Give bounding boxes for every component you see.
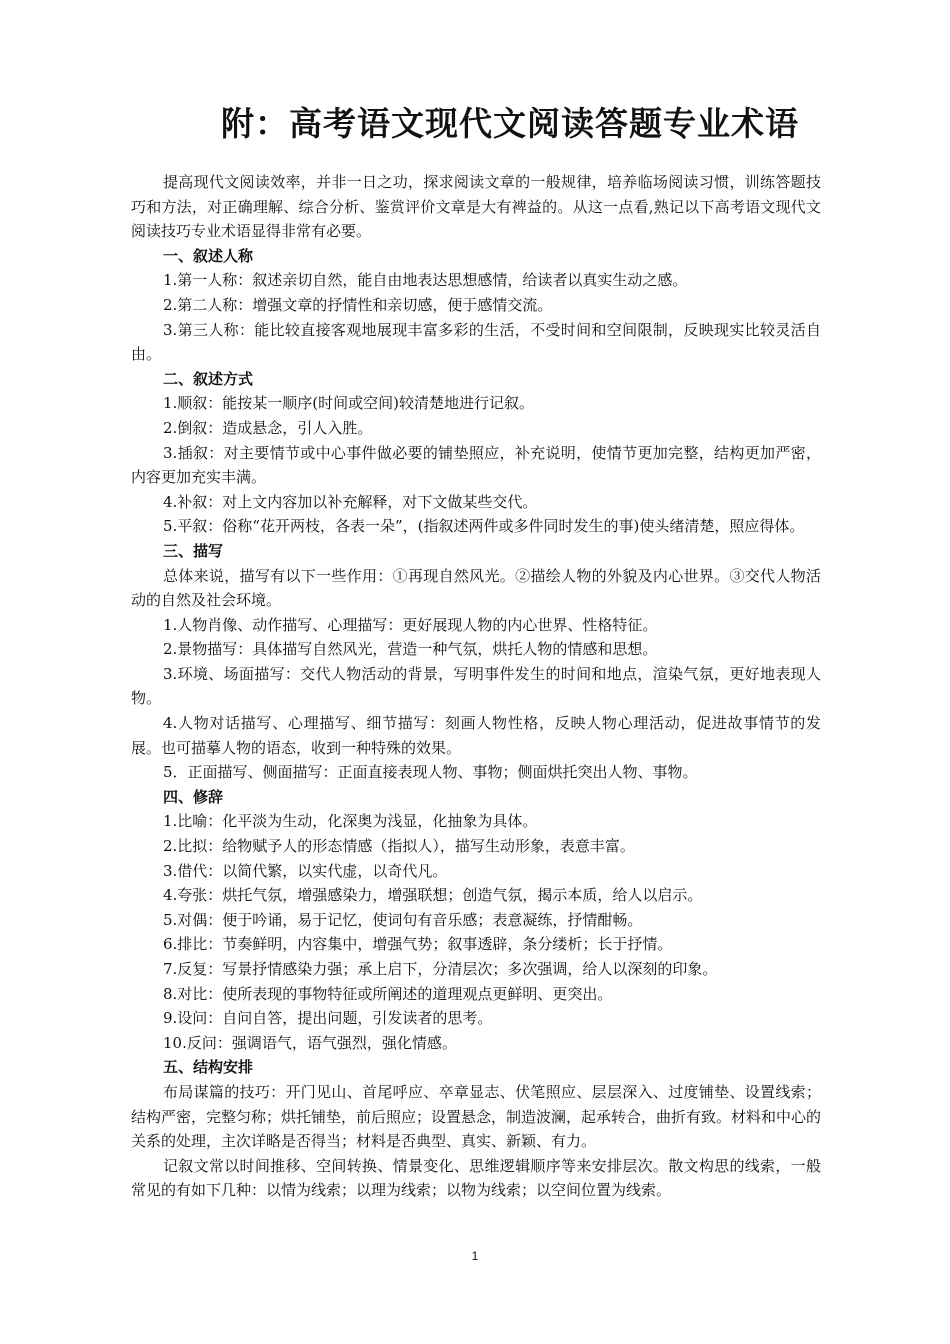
paragraph: 2.景物描写：具体描写自然风光，营造一种气氛，烘托人物的情感和思想。	[163, 640, 658, 659]
paragraph: 1.顺叙：能按某一顺序(时间或空间)较清楚地进行记叙。	[163, 394, 535, 413]
section-heading: 二、叙述方式	[163, 369, 254, 388]
section-heading: 三、描写	[163, 541, 224, 560]
section-narrative-person	[131, 244, 821, 367]
paragraph: 7.反复：写景抒情感染力强；承上启下，分清层次；多次强调，给人以深刻的印象。	[163, 960, 718, 978]
paragraph: 记叙文常以时间推移、空间转换、情景变化、思维逻辑顺序等来安排层次。散文构思的线索，一般常见的有如下几种：以情为线索；以理为线索；以物为线索；以空间位置为线索。	[131, 1156, 821, 1200]
paragraph: 2.第二人称：增强文章的抒情性和亲切感，便于感情交流。	[163, 295, 553, 314]
paragraph: 3.环境、场面描写：交代人物活动的背景，写明事件发生的时间和地点，渲染气氛，更好地表现人物。	[131, 664, 821, 708]
paragraph: 1.比喻：化平淡为生动，化深奥为浅显，化抽象为具体。	[163, 812, 538, 831]
paragraph: 5.对偶：便于吟诵，易于记忆，使词句有音乐感；表意凝练，抒情酣畅。	[163, 910, 643, 929]
section-heading: 一、叙述人称	[163, 246, 254, 265]
paragraph: 8.对比：使所表现的事物特征或所阐述的道理观点更鲜明、更突出。	[163, 984, 613, 1003]
paragraph: 2.比拟：给物赋予人的形态情感（指拟人），描写生动形象，表意丰富。	[163, 837, 635, 856]
document-body	[131, 170, 821, 1203]
section-rhetoric	[131, 785, 821, 1056]
paragraph: 2.倒叙：造成悬念，引人入胜。	[163, 418, 373, 437]
section-narrative-method	[131, 367, 821, 539]
paragraph: 3.插叙：对主要情节或中心事件做必要的铺垫照应，补充说明，使情节更加完整，结构更加严密，内容更加充实丰满。	[131, 443, 821, 487]
page-number: 1	[471, 1249, 479, 1263]
paragraph: 1.第一人称：叙述亲切自然，能自由地表达思想感情，给读者以真实生动之感。	[163, 271, 688, 290]
document-title: 附：高考语文现代文阅读答题专业术语	[221, 104, 799, 143]
paragraph: 10.反问：强调语气，语气强烈，强化情感。	[163, 1033, 457, 1052]
section-heading: 四、修辞	[163, 787, 224, 806]
paragraph: 3.第三人称：能比较直接客观地展现丰富多彩的生活，不受时间和空间限制，反映现实比较灵活自由。	[131, 320, 821, 364]
paragraph: 6.排比：节奏鲜明，内容集中，增强气势；叙事透辟，条分缕析；长于抒情。	[163, 935, 673, 954]
section-heading: 五、结构安排	[163, 1058, 254, 1077]
paragraph: 5．正面描写、侧面描写：正面直接表现人物、事物；侧面烘托突出人物、事物。	[163, 763, 698, 782]
paragraph: 5.平叙：俗称“花开两枝，各表一朵”，(指叙述两件或多件同时发生的事)使头绪清楚，照应得体。	[163, 517, 805, 536]
section-structure	[131, 1055, 821, 1203]
section-description	[131, 539, 821, 785]
intro-paragraph: 提高现代文阅读效率，并非一日之功，探求阅读文章的一般规律，培养临场阅读习惯，训练答题技巧和方法，对正确理解、综合分析、鉴赏评价文章是大有裨益的。从这一点看,熟记以下高考语文现代文阅读技巧专业术语显得非常有必要。	[131, 173, 821, 241]
paragraph: 1.人物肖像、动作描写、心理描写：更好展现人物的内心世界、性格特征。	[163, 615, 658, 634]
paragraph: 布局谋篇的技巧：开门见山、首尾呼应、卒章显志、伏笔照应、层层深入、过度铺垫、设置线索；结构严密，完整匀称；烘托铺垫，前后照应；设置悬念，制造波澜，起承转合，曲折有致。材料和中心的关系的处理，主次详略是否得当；材料是否典型、真实、新颖、有力。	[131, 1082, 822, 1151]
paragraph: 9.设问：自问自答，提出问题，引发读者的思考。	[163, 1009, 493, 1028]
paragraph: 4.人物对话描写、心理描写、细节描写：刻画人物性格，反映人物心理活动，促进故事情节的发展。也可描摹人物的语态，收到一种特殊的效果。	[131, 714, 821, 757]
paragraph: 3.借代：以简代繁，以实代虚，以奇代凡。	[163, 861, 448, 880]
paragraph: 4.夸张：烘托气氛，增强感染力，增强联想；创造气氛，揭示本质，给人以启示。	[163, 886, 703, 905]
paragraph: 总体来说，描写有以下一些作用：①再现自然风光。②描绘人物的外貌及内心世界。③交代人物活动的自然及社会环境。	[131, 566, 821, 610]
paragraph: 4.补叙：对上文内容加以补充解释，对下文做某些交代。	[163, 492, 538, 511]
